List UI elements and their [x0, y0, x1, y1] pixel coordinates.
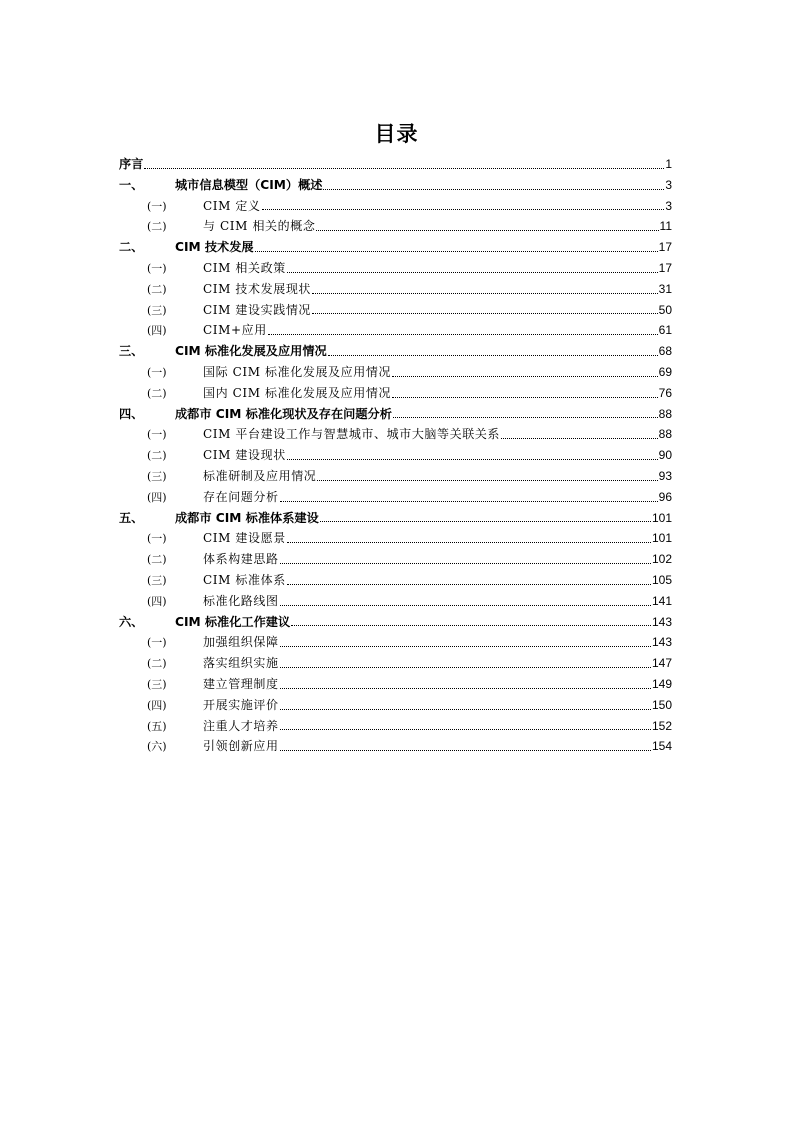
toc-dot-leader	[255, 250, 658, 252]
toc-entry-number: (一)	[147, 261, 167, 275]
toc-page-number: 31	[658, 281, 672, 296]
toc-entry-number: (一)	[147, 199, 167, 213]
toc-page-number: 3	[665, 177, 672, 192]
toc-entry-title: 开展实施评价	[203, 697, 279, 712]
toc-dot-leader	[287, 541, 651, 543]
toc-entry-number: (一)	[147, 428, 167, 442]
toc-entry-number: (四)	[147, 698, 167, 712]
toc-dot-leader	[280, 708, 651, 710]
toc-entry[interactable]	[119, 237, 672, 258]
toc-entry-title: CIM 技术发展现状	[203, 281, 312, 296]
toc-entry[interactable]	[119, 341, 672, 362]
toc-entry-title: 标准化路线图	[203, 593, 279, 608]
toc-dot-leader	[320, 520, 651, 522]
toc-entry-number: (三)	[147, 677, 167, 691]
toc-entry-title: 落实组织实施	[203, 656, 279, 671]
toc-entry-title: 注重人才培养	[203, 718, 279, 733]
toc-page-number: 17	[658, 260, 672, 275]
toc-page-number: 96	[658, 489, 672, 504]
toc-entry-title: CIM 标准化发展及应用情况	[175, 344, 327, 359]
toc-subentry[interactable]	[119, 383, 672, 404]
toc-dot-leader	[392, 396, 658, 398]
toc-subentry[interactable]	[119, 570, 672, 591]
toc-dot-leader	[393, 416, 658, 418]
toc-entry-title: CIM 建设现状	[203, 448, 286, 463]
toc-dot-leader	[280, 728, 651, 730]
toc-entry-title: 国际 CIM 标准化发展及应用情况	[203, 364, 392, 379]
toc-dot-leader	[280, 666, 651, 668]
toc-entry-number: (四)	[147, 594, 167, 608]
toc-entry[interactable]	[119, 175, 672, 196]
toc-page-number: 88	[658, 406, 672, 421]
toc-page-number: 90	[658, 448, 672, 463]
toc-page-number: 152	[651, 718, 672, 733]
toc-subentry[interactable]	[119, 320, 672, 341]
toc-entry-title: 与 CIM 相关的概念	[203, 219, 316, 234]
toc-entry-number: (六)	[147, 740, 167, 754]
toc-subentry[interactable]	[119, 736, 672, 757]
toc-page-number: 101	[651, 531, 672, 546]
toc-subentry[interactable]	[119, 216, 672, 237]
toc-dot-leader	[312, 292, 658, 294]
toc-dot-leader	[268, 333, 658, 335]
toc-entry-number: (二)	[147, 553, 167, 567]
toc-entry-number: 五、	[119, 510, 144, 525]
toc-entry-number: (五)	[147, 719, 167, 733]
toc-dot-leader	[291, 624, 651, 626]
toc-entry-title: 城市信息模型（CIM）概述	[175, 177, 323, 192]
toc-page-number: 3	[665, 198, 672, 213]
toc-page-number: 102	[651, 552, 672, 567]
toc-entry-title: 成都市 CIM 标准化现状及存在问题分析	[175, 406, 392, 421]
toc-page-number: 143	[651, 614, 672, 629]
toc-subentry[interactable]	[119, 653, 672, 674]
toc-subentry[interactable]	[119, 424, 672, 445]
toc-entry-number: (四)	[147, 490, 167, 504]
toc-dot-leader	[392, 375, 658, 377]
toc-entry-number: (二)	[147, 282, 167, 296]
toc-page-number: 11	[659, 219, 672, 234]
toc-entry[interactable]	[119, 508, 672, 529]
toc-page-number: 105	[651, 572, 672, 587]
toc-entry-title: CIM 相关政策	[203, 260, 286, 275]
toc-page-number: 17	[658, 240, 672, 255]
toc-entry-title: CIM 建设实践情况	[203, 302, 312, 317]
toc-page-number: 69	[658, 364, 672, 379]
toc-subentry[interactable]	[119, 528, 672, 549]
toc-subentry[interactable]	[119, 196, 672, 217]
toc-entry-title: 加强组织保障	[203, 635, 279, 650]
toc-entry-number: 一、	[119, 177, 144, 192]
toc-page-number: 88	[658, 427, 672, 442]
toc-page-number: 147	[651, 656, 672, 671]
toc-subentry[interactable]	[119, 632, 672, 653]
toc-entry-title: 国内 CIM 标准化发展及应用情况	[203, 385, 392, 400]
toc-subentry[interactable]	[119, 466, 672, 487]
toc-subentry[interactable]	[119, 362, 672, 383]
toc-entry-number: 六、	[119, 614, 144, 629]
toc-dot-leader	[262, 208, 665, 210]
toc-title: 目录	[374, 122, 419, 146]
toc-subentry[interactable]	[119, 300, 672, 321]
toc-page-number: 61	[658, 323, 672, 338]
toc-entry-title: CIM 平台建设工作与智慧城市、城市大脑等关联关系	[203, 427, 501, 442]
toc-dot-leader	[323, 188, 664, 190]
toc-dot-leader	[280, 645, 651, 647]
toc-dot-leader	[280, 687, 651, 689]
toc-entry-title: CIM 标准化工作建议	[175, 614, 291, 629]
toc-entry-title: 标准研制及应用情况	[203, 468, 317, 483]
toc-subentry[interactable]	[119, 487, 672, 508]
toc-entry-title: CIM 建设愿景	[203, 531, 286, 546]
toc-page-number: 154	[651, 739, 672, 754]
toc-entry-number: (二)	[147, 386, 167, 400]
toc-dot-leader	[501, 437, 658, 439]
toc-dot-leader	[287, 583, 651, 585]
toc-entry-title: CIM+应用	[203, 323, 267, 338]
toc-page-number: 1	[665, 157, 672, 171]
toc-entry[interactable]	[119, 154, 672, 175]
toc-dot-leader	[280, 604, 651, 606]
toc-dot-leader	[317, 479, 657, 481]
toc-entry-number: (二)	[147, 657, 167, 671]
toc-entry-title: 存在问题分析	[203, 489, 279, 504]
toc-entry-number: (一)	[147, 365, 167, 379]
toc-entry-title: 序言	[119, 157, 144, 171]
toc-subentry[interactable]	[119, 695, 672, 716]
toc-entry-title: CIM 定义	[203, 198, 261, 213]
toc-entry-number: (三)	[147, 573, 167, 587]
toc-page-number: 76	[658, 385, 672, 400]
toc-subentry[interactable]	[119, 674, 672, 695]
toc-dot-leader	[280, 749, 651, 751]
toc-subentry[interactable]	[119, 258, 672, 279]
toc-entry-number: (四)	[147, 324, 167, 338]
toc-entry-number: 三、	[119, 344, 144, 359]
toc-entry-number: 二、	[119, 240, 144, 255]
toc-dot-leader	[280, 562, 651, 564]
toc-dot-leader	[287, 271, 658, 273]
toc-subentry[interactable]	[119, 716, 672, 737]
toc-page-number: 101	[651, 510, 672, 525]
toc-dot-leader	[280, 500, 658, 502]
toc-dot-leader	[312, 312, 658, 314]
toc-entry-number: (二)	[147, 220, 167, 234]
toc-entry[interactable]	[119, 612, 672, 633]
toc-entry-title: 成都市 CIM 标准体系建设	[175, 510, 319, 525]
toc-entry-title: CIM 标准体系	[203, 572, 286, 587]
toc-subentry[interactable]	[119, 549, 672, 570]
toc-dot-leader	[328, 354, 658, 356]
toc-dot-leader	[316, 229, 658, 231]
toc-page-number: 149	[651, 676, 672, 691]
toc-entry-number: (一)	[147, 532, 167, 546]
toc-entry-number: (三)	[147, 303, 167, 317]
toc-entry-number: 四、	[119, 406, 144, 421]
toc-page-number: 141	[651, 593, 672, 608]
toc-dot-leader	[287, 458, 658, 460]
toc-entry-number: (一)	[147, 636, 167, 650]
toc-page-number: 150	[651, 697, 672, 712]
toc-page-number: 50	[658, 302, 672, 317]
toc-entry-number: (二)	[147, 449, 167, 463]
toc-page-number: 68	[658, 344, 672, 359]
toc-entry[interactable]	[119, 404, 672, 425]
toc-subentry[interactable]	[119, 279, 672, 300]
toc-entry-title: 建立管理制度	[203, 676, 279, 691]
toc-dot-leader	[144, 167, 664, 169]
table-of-contents	[119, 154, 672, 757]
toc-subentry[interactable]	[119, 591, 672, 612]
toc-entry-number: (三)	[147, 469, 167, 483]
toc-entry-title: CIM 技术发展	[175, 240, 254, 255]
toc-subentry[interactable]	[119, 445, 672, 466]
toc-page-number: 93	[658, 468, 672, 483]
toc-entry-title: 引领创新应用	[203, 739, 279, 754]
toc-entry-title: 体系构建思路	[203, 552, 279, 567]
toc-page-number: 143	[651, 635, 672, 650]
